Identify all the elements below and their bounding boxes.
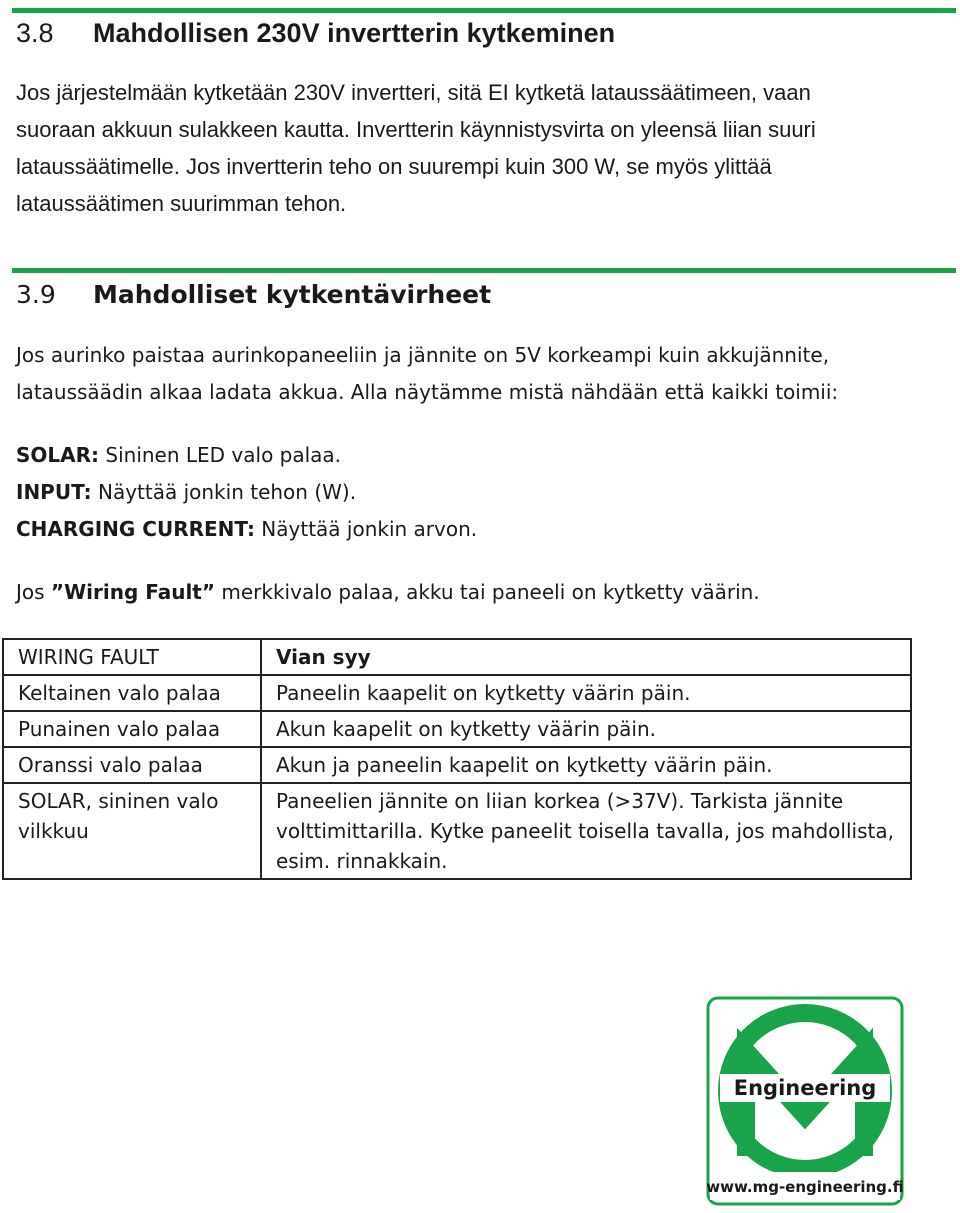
table-cell: Akun ja paneelin kaapelit on kytketty väärin päin.: [261, 747, 911, 783]
table-cell: Keltainen valo palaa: [3, 675, 261, 711]
table-row: [3, 675, 911, 711]
status-list: [16, 437, 477, 548]
section-heading-3-8: [16, 18, 615, 49]
wiring-fault-table: [2, 638, 912, 880]
section-paragraph: [16, 74, 816, 222]
section-title: Mahdolliset kytkentävirheet: [93, 280, 492, 309]
paragraph-line: Jos järjestelmään kytketään 230V invertteri, sitä EI kytketä lataussäätimeen, vaan: [16, 80, 811, 105]
status-label: CHARGING CURRENT:: [16, 517, 255, 541]
section-divider: [12, 268, 956, 273]
status-item-solar: [16, 437, 477, 474]
table-header-cell: WIRING FAULT: [3, 639, 261, 675]
table-cell: SOLAR, sininen valo vilkkuu: [3, 783, 261, 879]
logo-brand-text: Engineering: [733, 1076, 877, 1100]
note-prefix: Jos: [16, 580, 51, 604]
status-text: Näyttää jonkin tehon (W).: [91, 480, 357, 504]
status-text: Näyttää jonkin arvon.: [254, 517, 478, 541]
table-cell: Punainen valo palaa: [3, 711, 261, 747]
status-label: INPUT:: [16, 480, 92, 504]
paragraph-line: Jos aurinko paistaa aurinkopaneeliin ja jännite on 5V korkeampi kuin akkujännite,: [16, 343, 830, 367]
table-row: [3, 783, 911, 879]
note-bold: ”Wiring Fault”: [50, 580, 216, 604]
table-header-cell: Vian syy: [261, 639, 911, 675]
table-row: [3, 747, 911, 783]
wiring-fault-note: [16, 574, 760, 611]
paragraph-line: lataussäädin alkaa ladata akkua. Alla näytämme mistä nähdään että kaikki toimii:: [16, 380, 839, 404]
status-label: SOLAR:: [16, 443, 100, 467]
intro-paragraph: [16, 337, 838, 411]
mg-engineering-logo: [706, 996, 904, 1206]
paragraph-line: lataussäätimen suurimman tehon.: [16, 191, 347, 216]
table-cell: Paneelin kaapelit on kytketty väärin päin.: [261, 675, 911, 711]
table-cell: Paneelien jännite on liian korkea (>37V). Tarkista jännite volttimittarilla. Kytke paneelit toisella tavalla, jos mahdollista, esim. rinnakkain.: [261, 783, 911, 879]
logo-url-text: www.mg-engineering.fi: [706, 1178, 904, 1196]
section-number: 3.8: [16, 18, 54, 48]
section-divider: [12, 8, 956, 13]
table-cell: Oranssi valo palaa: [3, 747, 261, 783]
paragraph-line: lataussäätimelle. Jos invertterin teho on suurempi kuin 300 W, se myös ylittää: [16, 154, 772, 179]
note-suffix: merkkivalo palaa, akku tai paneeli on kytketty väärin.: [215, 580, 760, 604]
status-item-input: [16, 474, 477, 511]
section-number: 3.9: [16, 280, 56, 309]
table-row: [3, 711, 911, 747]
table-cell: Akun kaapelit on kytketty väärin päin.: [261, 711, 911, 747]
status-text: Sininen LED valo palaa.: [99, 443, 342, 467]
section-heading-3-9: [16, 280, 491, 309]
status-item-charging-current: [16, 511, 477, 548]
section-title: Mahdollisen 230V invertterin kytkeminen: [93, 18, 616, 48]
paragraph-line: suoraan akkuun sulakkeen kautta. Invertterin käynnistysvirta on yleensä liian suuri: [16, 117, 816, 142]
table-header-row: [3, 639, 911, 675]
